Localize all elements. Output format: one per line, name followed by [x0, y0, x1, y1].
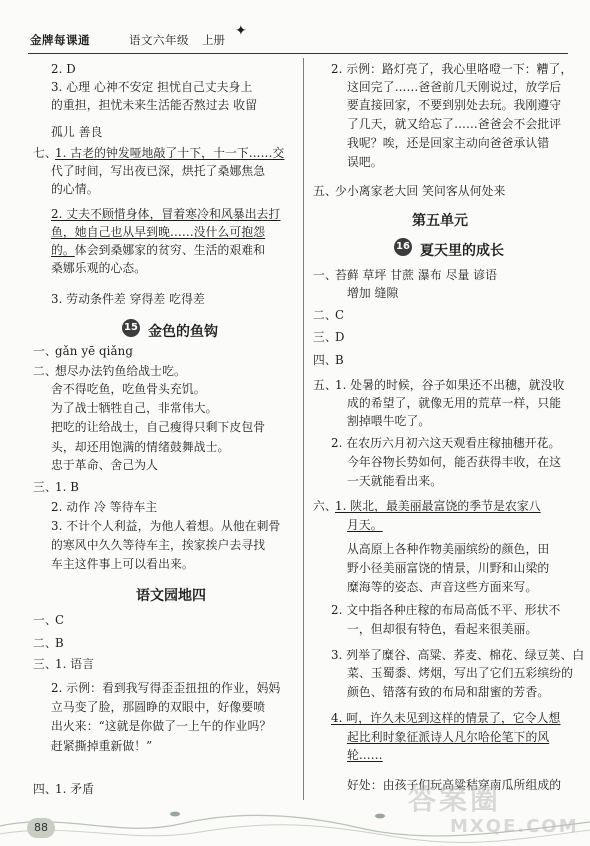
answer-line: [51, 207, 280, 221]
answer-text: B: [55, 636, 64, 650]
answer-line: [55, 480, 79, 494]
answer-text: 的心情。: [51, 182, 99, 196]
section-prefix: 三、: [33, 480, 57, 494]
answer-line: [55, 364, 186, 378]
answer-text: 1. 陕北，最美丽最富饶的季节是农家八: [335, 499, 541, 513]
answer-line: [347, 396, 561, 410]
answer-line: [347, 580, 537, 594]
subject-label: 语文六年级: [129, 33, 189, 47]
answer-line: [331, 436, 560, 450]
answer-text: 头，却还用饱满的情绪鼓舞战士。: [51, 440, 230, 454]
answer-text: 舍不得吃鱼，吃鱼骨头充饥。: [51, 382, 206, 396]
answer-text: 少小离家老大回 笑问客从何处来: [335, 184, 506, 198]
answer-text: 一，但却很有特色，看起来很美丽。: [347, 622, 538, 636]
section-prefix: 二、: [33, 636, 57, 650]
answer-line: [51, 62, 76, 76]
answer-line: [55, 782, 94, 796]
answer-line: [331, 62, 572, 76]
answer-text: 2. D: [51, 62, 76, 76]
answer-text: 1. 古老的钟发哑地敲了十下，十一下……交: [55, 146, 285, 160]
lesson-title: 语文园地四: [136, 588, 206, 604]
watermark: 答案圈 MXQE.COM: [408, 783, 579, 837]
answer-text: 4. 呵，许久未见到这样的情景了，它令人想: [331, 711, 561, 725]
answer-text: 好处：由孩子们玩高粱秸穿南瓜所组成的: [347, 778, 562, 792]
answer-line: [335, 330, 345, 344]
section-prefix: 一、: [313, 268, 337, 282]
answer-line: [55, 344, 133, 358]
section-prefix: 六、: [313, 499, 337, 513]
answer-text: 糜海等的姿态、声音这些方面来写。: [347, 580, 538, 594]
section-prefix: 一、: [33, 613, 57, 627]
unit-heading: 第五单元: [412, 213, 468, 229]
section-prefix: 五、: [313, 184, 337, 198]
answer-line: [51, 382, 206, 396]
answer-text: 月天。: [347, 518, 383, 532]
answer-text: 轮……: [347, 748, 383, 762]
answer-text: 3. 心理 心神不安定 担忧自己丈夫身上: [51, 80, 253, 94]
answer-text: 菜、玉蜀黍、烤烟，写出了它们五彩缤纷的: [347, 666, 574, 680]
answer-text: 1. 语言: [55, 657, 95, 671]
answer-text: 为了战士牺牲自己，非常伟大。: [51, 401, 218, 415]
answer-text: 误吧。: [347, 155, 383, 169]
answer-line: [335, 499, 541, 513]
answer-text: 1. 处暑的时候，谷子如果还不出穗，就没收: [335, 378, 565, 392]
answer-line: [347, 474, 442, 488]
answer-text: 的。: [51, 243, 75, 257]
answer-text: 忠于革命、舍己为人: [51, 458, 159, 472]
answer-line: [347, 155, 383, 169]
answer-line: [335, 184, 505, 198]
answer-text-rest: 体会到桑娜家的贫穷、生活的艰难和: [74, 243, 266, 257]
answer-text: 桑娜乐观的心态。: [51, 261, 147, 275]
answer-text: 3. 列举了糜谷、高粱、荞麦、棉花、绿豆荚、白: [331, 648, 585, 662]
answer-line: [335, 378, 564, 392]
answer-text: 赶紧撕掉重新做！”: [51, 739, 153, 753]
answer-line: [51, 261, 146, 275]
answer-line: [51, 458, 158, 472]
answer-text: gǎn yē qiǎng: [55, 344, 134, 358]
brand-name: 金牌每课通: [30, 33, 90, 47]
section-prefix: 五、: [313, 378, 337, 392]
answer-line: [335, 308, 344, 322]
header-rule: [28, 53, 568, 54]
answer-text: 2. 示例：看到我写得歪歪扭扭的作业，妈妈: [51, 681, 281, 695]
answer-line: [51, 420, 265, 434]
lesson-number-badge: 16: [394, 238, 412, 256]
answer-line: [51, 98, 257, 112]
answer-line: [51, 719, 271, 733]
answer-line: [331, 648, 584, 662]
answer-text: C: [335, 308, 345, 322]
volume-label: 上册: [202, 33, 225, 47]
answer-text: 2. 文中指各种庄稼的布局高低不平、形状不: [331, 603, 561, 617]
answer-text: 出火来：“这就是你做了一上午的作业吗？: [51, 719, 272, 733]
page-number: 88: [27, 818, 55, 838]
answer-line: [51, 681, 280, 695]
answer-line: [51, 538, 265, 552]
answer-text: 车主这件事上可以看出来。: [51, 557, 194, 571]
section-prefix: 二、: [33, 364, 57, 378]
answer-text: 从高原上各种作物美丽缤纷的颜色，田: [347, 542, 550, 556]
answer-text: 2. 丈夫不顾惜身体，冒着寒冷和风暴出去打: [51, 207, 281, 221]
section-prefix: 七、: [33, 146, 57, 160]
answer-text: 想尽办法钓鱼给战士吃。: [55, 364, 186, 378]
answer-line: [347, 98, 561, 112]
section-prefix: 四、: [33, 782, 57, 796]
answer-text: 3. 劳动条件差 穿得差 吃得差: [51, 292, 205, 306]
answer-text: 1. B: [55, 480, 80, 494]
answer-text: 立马变了脸，那圆睁的双眼中，好像要喷: [51, 700, 266, 714]
answer-text: 苔藓 草坪 甘蔗 瀑布 尽量 谚语: [335, 268, 498, 282]
answer-line: [51, 243, 265, 257]
answer-line: [347, 136, 549, 150]
answer-text: D: [335, 330, 345, 344]
section-prefix: 三、: [313, 330, 337, 344]
answer-text: 孤儿 善良: [51, 125, 103, 139]
answer-line: [51, 182, 99, 196]
answer-text: 野小径美丽富饶的情景，川野和山梁的: [347, 561, 550, 575]
answer-line: [51, 500, 157, 514]
answer-text: 3. 不计个人利益，为他人着想。从他在刺骨: [51, 519, 281, 533]
answer-line: [55, 636, 64, 650]
answer-line: [347, 666, 573, 680]
answer-line: [347, 414, 430, 428]
answer-line: [347, 748, 383, 762]
answer-text: 增加 缝隙: [347, 286, 399, 300]
answer-text: 起比利时象征派诗人凡尔哈伦笔下的风: [347, 730, 550, 744]
answer-text: 的重担，担忧未来生活能否熬过去 收留: [51, 98, 258, 112]
section-prefix: 三、: [33, 657, 57, 671]
section-prefix: 二、: [313, 308, 337, 322]
answer-text: 1. 矛盾: [55, 782, 95, 796]
answer-line: [347, 561, 549, 575]
answer-line: [51, 80, 252, 94]
page-header: [28, 23, 568, 50]
answer-line: [335, 268, 497, 282]
answer-line: [347, 286, 398, 300]
answer-line: [331, 603, 560, 617]
answer-text: 成的希望了，就像无用的荒草一样，只能: [347, 396, 562, 410]
answer-line: [51, 225, 265, 239]
answer-text: 今年谷物长势如何，能否获得丰收，在这: [347, 455, 562, 469]
answer-text: 2. 示例：路灯亮了，我心里咯噔一下：糟了，: [331, 62, 573, 76]
answer-line: [347, 518, 383, 532]
answer-line: [347, 542, 549, 556]
answer-line: [347, 455, 561, 469]
answer-line: [51, 125, 102, 139]
answer-line: [347, 730, 549, 744]
lesson-number-badge: 15: [122, 319, 140, 337]
sparkle-icon: ✦: [235, 23, 247, 39]
answer-text: C: [55, 613, 65, 627]
lesson-title: 金色的鱼钩: [148, 324, 218, 340]
answer-line: [55, 657, 94, 671]
answer-line: [347, 622, 537, 636]
answer-text: 割掉喂牛吃了。: [347, 414, 431, 428]
answer-text: B: [335, 353, 344, 367]
answer-line: [55, 146, 284, 160]
answer-line: [51, 440, 229, 454]
answer-line: [51, 292, 205, 306]
answer-text: 的寒风中久久等待车主，挨家挨户去寻找: [51, 538, 266, 552]
answer-line: [55, 613, 64, 627]
answer-text: 要直接回家，不要到别处去玩。我刚遵守: [347, 98, 562, 112]
answer-line: [51, 401, 218, 415]
answer-line: [51, 557, 194, 571]
section-prefix: 一、: [33, 344, 57, 358]
answer-line: [51, 700, 265, 714]
answer-line: [335, 353, 344, 367]
answer-text: 了几天，就又给忘了……爸爸会不会批评: [347, 117, 562, 131]
answer-line: [347, 685, 549, 699]
answer-line: [347, 80, 561, 94]
answer-text: 鱼，她自己也从早到晚……没什么可抱怨: [51, 225, 266, 239]
lesson-title: 夏天里的成长: [420, 243, 504, 259]
answer-text: 2. 在农历六月初六这天观看庄稼抽穗开花。: [331, 436, 561, 450]
column-divider: [303, 58, 304, 800]
answer-text: 2. 动作 冷 等待车主: [51, 500, 158, 514]
answer-text: 我呢？唉，还是回家主动向爸爸承认错: [347, 136, 550, 150]
answer-line: [331, 711, 560, 725]
answer-text: 把吃的让给战士，自己瘦得只剩下皮包骨: [51, 420, 266, 434]
answer-text: 颜色、错落有致的布局和甜蜜的芳香。: [347, 685, 550, 699]
section-prefix: 四、: [313, 353, 337, 367]
answer-line: [347, 117, 561, 131]
answer-text: 这回完了……爸爸前几天刚说过，放学后: [347, 80, 562, 94]
answer-text: 代了时间，写出夜已深，烘托了桑娜焦急: [51, 164, 266, 178]
answer-line: [51, 739, 152, 753]
answer-line: [51, 519, 280, 533]
answer-line: [51, 164, 265, 178]
answer-text: 一天就能看出来。: [347, 474, 443, 488]
